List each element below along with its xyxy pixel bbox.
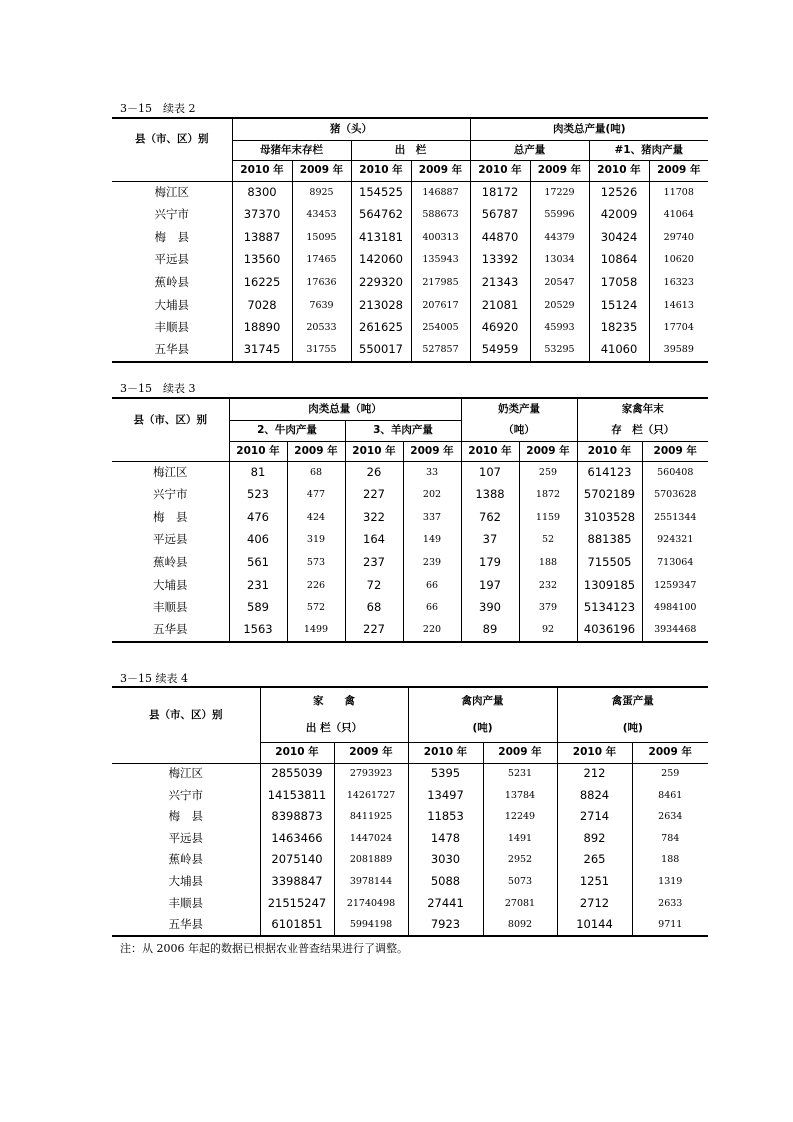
value-2009: 784 [632,828,708,850]
group-header-meat: 肉类总量（吨） [229,398,461,420]
year-header: 2010 年 [461,441,519,461]
table-row [112,551,708,574]
year-header: 2009 年 [530,160,589,181]
value-2009: 14613 [649,294,708,317]
value-2010: 5702189 [577,484,642,507]
value-2009: 17465 [292,249,351,272]
value-2009: 713064 [642,551,708,574]
value-2009: 5073 [483,871,557,893]
value-2009: 92 [519,619,577,642]
value-2009: 188 [519,551,577,574]
value-2009: 2551344 [642,506,708,529]
table-row [112,871,708,893]
value-2009: 8092 [483,914,557,936]
value-2010: 6101851 [260,914,334,936]
sub-header-mutton: 3、羊肉产量 [345,420,461,441]
value-2010: 237 [345,551,403,574]
value-2009: 924321 [642,529,708,552]
value-2010: 31745 [232,339,292,362]
value-2009: 1319 [632,871,708,893]
table-row [112,294,708,317]
value-2009: 17704 [649,317,708,340]
value-2010: 4036196 [577,619,642,642]
value-2009: 11708 [649,181,708,204]
value-2010: 18890 [232,317,292,340]
value-2009: 2952 [483,849,557,871]
year-header: 2010 年 [260,742,334,763]
value-2010: 107 [461,461,519,484]
value-2010: 2075140 [260,849,334,871]
value-2009: 2634 [632,806,708,828]
value-2010: 21081 [470,294,530,317]
value-2010: 164 [345,529,403,552]
table-row [112,181,708,204]
value-2010: 7923 [408,914,483,936]
year-header: 2009 年 [411,160,470,181]
value-2009: 3978144 [334,871,408,893]
county-name: 丰顺县 [153,600,188,615]
table3 [112,397,708,643]
value-2010: 10144 [557,914,632,936]
value-2009: 1872 [519,484,577,507]
value-2010: 5395 [408,763,483,785]
value-2009: 2633 [632,893,708,915]
value-2009: 45993 [530,317,589,340]
value-2009: 7639 [292,294,351,317]
value-2010: 227 [345,484,403,507]
value-2009: 4984100 [642,597,708,620]
value-2009: 17636 [292,271,351,294]
value-2010: 3030 [408,849,483,871]
value-2009: 2081889 [334,849,408,871]
value-2010: 231 [229,574,287,597]
year-header: 2009 年 [649,160,708,181]
value-2010: 37 [461,529,519,552]
value-2010: 21515247 [260,893,334,915]
value-2009: 1159 [519,506,577,529]
value-2010: 715505 [577,551,642,574]
row-header: 县（市、区）别 [112,687,260,742]
table-row [112,574,708,597]
table-row [112,828,708,850]
value-2009: 207617 [411,294,470,317]
sub-header-total: 总产量 [470,140,589,160]
value-2010: 12526 [589,181,649,204]
group-header-eggs: 禽蛋产量 [557,687,708,714]
table-row [112,849,708,871]
value-2010: 5088 [408,871,483,893]
value-2009: 33 [403,461,461,484]
value-2009: 2793923 [334,763,408,785]
value-2010: 42009 [589,204,649,227]
table-row [112,484,708,507]
value-2009: 53295 [530,339,589,362]
table-row [112,204,708,227]
value-2010: 13392 [470,249,530,272]
value-2009: 188 [632,849,708,871]
value-2010: 11853 [408,806,483,828]
table-row [112,619,708,642]
county-name: 平远县 [154,252,189,267]
value-2009: 66 [403,597,461,620]
value-2009: 560408 [642,461,708,484]
value-2010: 13497 [408,785,483,807]
county-name: 兴宁市 [154,207,189,222]
value-2010: 16225 [232,271,292,294]
value-2010: 561 [229,551,287,574]
value-2009: 135943 [411,249,470,272]
table4-caption: 3－15 续表 4 [120,672,188,685]
value-2009: 43453 [292,204,351,227]
table-row [112,339,708,362]
county-name: 梅 县 [168,809,203,824]
value-2010: 142060 [351,249,411,272]
year-header: 2010 年 [351,160,411,181]
county-name: 梅江区 [154,184,189,199]
county-name: 平远县 [168,830,203,845]
value-2009: 5994198 [334,914,408,936]
value-2010: 18235 [589,317,649,340]
year-header: 2009 年 [483,742,557,763]
value-2009: 379 [519,597,577,620]
value-2010: 46920 [470,317,530,340]
value-2010: 179 [461,551,519,574]
value-2009: 1491 [483,828,557,850]
value-2009: 44379 [530,226,589,249]
value-2010: 762 [461,506,519,529]
value-2010: 2714 [557,806,632,828]
value-2010: 212 [557,763,632,785]
value-2010: 1309185 [577,574,642,597]
value-2010: 1388 [461,484,519,507]
value-2009: 424 [287,506,345,529]
table-row [112,506,708,529]
value-2010: 14153811 [260,785,334,807]
value-2009: 29740 [649,226,708,249]
value-2010: 8824 [557,785,632,807]
value-2009: 20547 [530,271,589,294]
table-row [112,893,708,915]
table-row [112,317,708,340]
value-2010: 26 [345,461,403,484]
value-2010: 550017 [351,339,411,362]
county-name: 梅江区 [168,766,203,781]
value-2009: 1447024 [334,828,408,850]
sub-header-pork: #1、猪肉产量 [589,140,708,160]
value-2009: 220 [403,619,461,642]
value-2010: 68 [345,597,403,620]
value-2009: 17229 [530,181,589,204]
value-2010: 5134123 [577,597,642,620]
county-name: 梅 县 [153,509,188,524]
table4 [112,686,708,937]
county-name: 兴宁市 [153,487,188,502]
county-name: 大埔县 [168,874,203,889]
value-2009: 16323 [649,271,708,294]
value-2009: 20529 [530,294,589,317]
value-2010: 7028 [232,294,292,317]
value-2010: 44870 [470,226,530,249]
value-2010: 229320 [351,271,411,294]
value-2010: 56787 [470,204,530,227]
value-2009: 66 [403,574,461,597]
year-header: 2010 年 [232,160,292,181]
table-row [112,529,708,552]
group-header-eggs-unit: (吨) [557,714,708,742]
table-row [112,226,708,249]
county-name: 梅江区 [153,464,188,479]
value-2009: 52 [519,529,577,552]
value-2010: 589 [229,597,287,620]
value-2009: 226 [287,574,345,597]
value-2009: 31755 [292,339,351,362]
year-header: 2010 年 [408,742,483,763]
value-2009: 27081 [483,893,557,915]
value-2009: 217985 [411,271,470,294]
value-2009: 527857 [411,339,470,362]
group-header-poultry-out-unit: 出 栏（只） [260,714,408,742]
value-2010: 881385 [577,529,642,552]
year-header: 2009 年 [334,742,408,763]
year-header: 2009 年 [632,742,708,763]
value-2010: 21343 [470,271,530,294]
year-header: 2010 年 [557,742,632,763]
value-2010: 261625 [351,317,411,340]
value-2010: 614123 [577,461,642,484]
value-2009: 3934468 [642,619,708,642]
county-name: 蕉岭县 [153,554,188,569]
value-2010: 1478 [408,828,483,850]
row-header: 县（市、区）别 [112,398,229,441]
table2 [112,117,708,363]
value-2010: 13887 [232,226,292,249]
value-2009: 232 [519,574,577,597]
table-row [112,806,708,828]
footnote: 注：从 2006 年起的数据已根据农业普查结果进行了调整。 [120,942,408,955]
group-header-pigs: 猪（头） [232,118,470,140]
year-header: 2010 年 [577,441,642,461]
value-2010: 10864 [589,249,649,272]
year-header: 2010 年 [589,160,649,181]
year-header: 2010 年 [345,441,403,461]
county-name: 蕉岭县 [168,852,203,867]
value-2010: 1463466 [260,828,334,850]
table-row [112,461,708,484]
value-2010: 523 [229,484,287,507]
table-row [112,271,708,294]
value-2010: 413181 [351,226,411,249]
year-header-row [112,160,708,181]
value-2010: 564762 [351,204,411,227]
value-2009: 477 [287,484,345,507]
table2-caption: 3－15 续表 2 [120,102,196,115]
year-header: 2009 年 [519,441,577,461]
value-2010: 476 [229,506,287,529]
value-2010: 13560 [232,249,292,272]
value-2010: 30424 [589,226,649,249]
year-header: 2009 年 [642,441,708,461]
value-2009: 259 [632,763,708,785]
group-header-poultry-stock-unit: 存 栏（只） [577,420,708,441]
county-name: 平远县 [153,532,188,547]
group-header-milk: 奶类产量 [461,398,577,420]
county-name: 兴宁市 [168,787,203,802]
value-2010: 1251 [557,871,632,893]
county-name: 蕉岭县 [154,274,189,289]
value-2010: 1563 [229,619,287,642]
value-2009: 239 [403,551,461,574]
value-2009: 10620 [649,249,708,272]
group-header-poultry-meat-unit: (吨) [408,714,557,742]
value-2009: 1259347 [642,574,708,597]
county-name: 大埔县 [154,297,189,312]
value-2010: 37370 [232,204,292,227]
group-header-poultry-meat: 禽肉产量 [408,687,557,714]
value-2010: 227 [345,619,403,642]
value-2010: 89 [461,619,519,642]
year-header: 2009 年 [287,441,345,461]
value-2009: 8411925 [334,806,408,828]
table-row [112,785,708,807]
value-2009: 588673 [411,204,470,227]
county-name: 五华县 [112,914,260,936]
value-2009: 15095 [292,226,351,249]
value-2009: 14261727 [334,785,408,807]
value-2009: 149 [403,529,461,552]
group-header-meat-total: 肉类总产量(吨) [470,118,708,140]
year-header: 2010 年 [229,441,287,461]
value-2010: 197 [461,574,519,597]
table3-caption: 3－15 续表 3 [120,382,196,395]
value-2010: 72 [345,574,403,597]
value-2010: 8300 [232,181,292,204]
value-2009: 12249 [483,806,557,828]
value-2010: 322 [345,506,403,529]
value-2009: 319 [287,529,345,552]
value-2010: 406 [229,529,287,552]
table-row [112,249,708,272]
value-2010: 154525 [351,181,411,204]
value-2010: 3398847 [260,871,334,893]
year-header-row [112,742,708,763]
sub-header-slaughter: 出 栏 [351,140,470,160]
value-2009: 400313 [411,226,470,249]
table-row [112,914,708,936]
value-2009: 68 [287,461,345,484]
value-2009: 21740498 [334,893,408,915]
value-2009: 5231 [483,763,557,785]
value-2009: 146887 [411,181,470,204]
value-2010: 3103528 [577,506,642,529]
group-header-milk-unit: （吨） [461,420,577,441]
value-2010: 2855039 [260,763,334,785]
year-header-row [112,441,708,461]
value-2009: 41064 [649,204,708,227]
value-2010: 2712 [557,893,632,915]
row-header: 县（市、区）别 [112,118,232,160]
sub-header-sows: 母猪年末存栏 [232,140,351,160]
county-name: 丰顺县 [168,895,203,910]
value-2010: 81 [229,461,287,484]
value-2009: 9711 [632,914,708,936]
value-2010: 15124 [589,294,649,317]
value-2009: 5703628 [642,484,708,507]
value-2009: 55996 [530,204,589,227]
county-name: 梅 县 [154,229,189,244]
value-2009: 1499 [287,619,345,642]
value-2010: 892 [557,828,632,850]
county-name: 丰顺县 [154,320,189,335]
value-2009: 259 [519,461,577,484]
county-name: 五华县 [112,619,229,642]
value-2009: 254005 [411,317,470,340]
value-2009: 39589 [649,339,708,362]
county-name: 五华县 [112,339,232,362]
value-2009: 202 [403,484,461,507]
value-2009: 337 [403,506,461,529]
value-2010: 27441 [408,893,483,915]
value-2010: 265 [557,849,632,871]
group-header-poultry-out: 家 禽 [260,687,408,714]
value-2010: 41060 [589,339,649,362]
table-row [112,763,708,785]
value-2010: 17058 [589,271,649,294]
county-name: 大埔县 [153,577,188,592]
year-header: 2009 年 [292,160,351,181]
value-2009: 13034 [530,249,589,272]
table-row [112,597,708,620]
value-2010: 18172 [470,181,530,204]
value-2010: 8398873 [260,806,334,828]
value-2009: 20533 [292,317,351,340]
value-2009: 8925 [292,181,351,204]
value-2009: 573 [287,551,345,574]
value-2010: 54959 [470,339,530,362]
value-2009: 572 [287,597,345,620]
group-header-poultry-stock: 家禽年末 [577,398,708,420]
year-header: 2010 年 [470,160,530,181]
year-header: 2009 年 [403,441,461,461]
sub-header-beef: 2、牛肉产量 [229,420,345,441]
value-2010: 390 [461,597,519,620]
value-2009: 8461 [632,785,708,807]
value-2010: 213028 [351,294,411,317]
value-2009: 13784 [483,785,557,807]
